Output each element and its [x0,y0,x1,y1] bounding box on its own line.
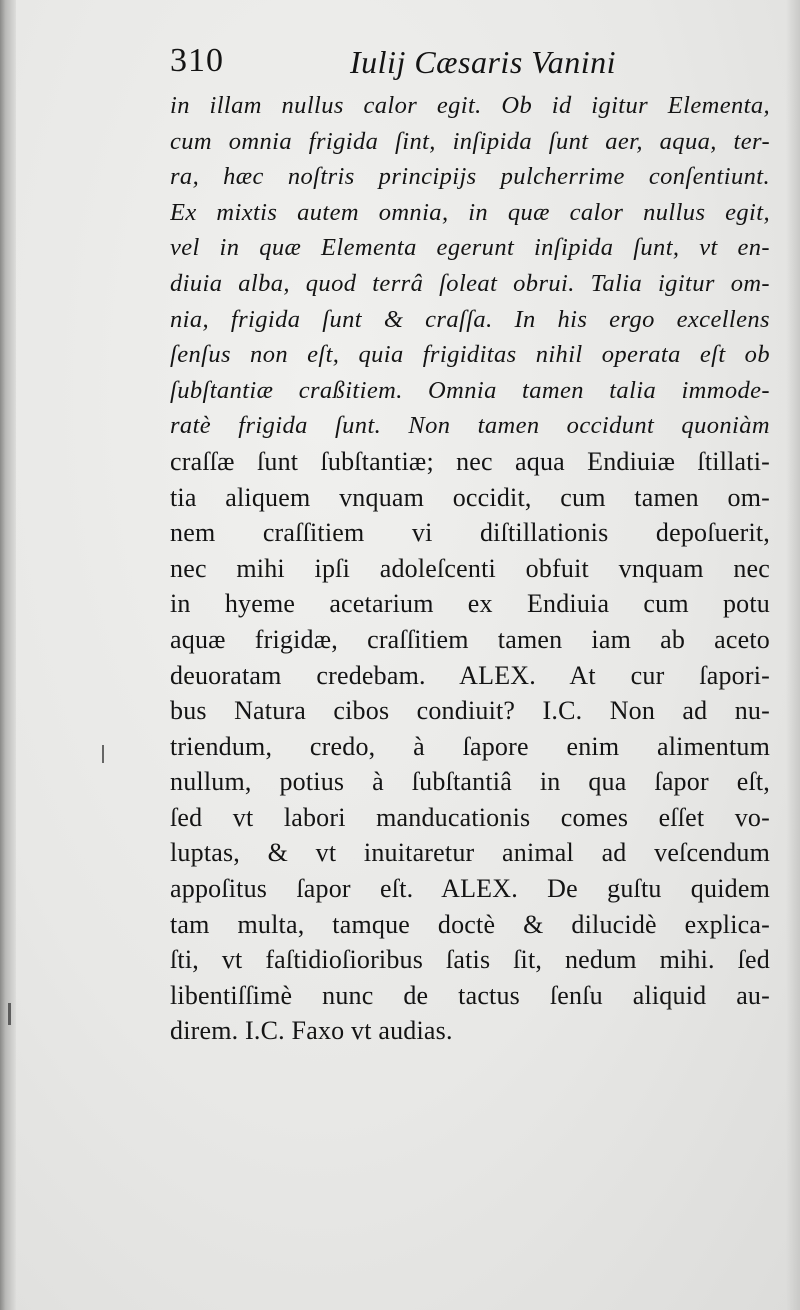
text-line: tam multa, tamque doctè & dilucidè explica- [170,909,770,939]
text-line: nem craſſitiem vi diſtillationis depoſuerit, [170,518,770,548]
text-line: ra, hæc noſtris principijs pulcherrime conſentiunt. [170,163,770,191]
page-header [170,42,770,92]
text-line: direm. I.C. Faxo vt audias. [170,1016,453,1046]
margin-mark [8,1003,11,1025]
text-line: ſenſus non eſt, quia frigiditas nihil operata eſt ob [170,341,770,369]
binding-gutter [0,0,16,1310]
text-line: in hyeme acetarium ex Endiuia cum potu [170,589,770,619]
text-line: appoſitus ſapor eſt. ALEX. De guſtu quidem [170,874,770,904]
text-line: aquæ frigidæ, craſſitiem tamen iam ab aceto [170,624,770,654]
margin-mark [102,745,104,763]
text-line: bus Natura cibos condiuit? I.C. Non ad nu- [170,696,770,726]
text-line: vel in quæ Elementa egerunt inſipida ſunt, vt en- [170,234,770,262]
text-line: ſed vt labori manducationis comes eſſet vo- [170,802,770,832]
text-line: deuoratam credebam. ALEX. At cur ſapori- [170,660,770,690]
running-title: Iulij Cæsaris Vanini [350,44,617,80]
text-line: ſti, vt faſtidioſioribus ſatis ſit, nedum mihi. ſed [170,945,770,975]
text-line: cum omnia frigida ſint, inſipida ſunt aer, aqua, ter- [170,127,770,155]
body-text [170,88,770,1049]
text-line: nullum, potius à ſubſtantiâ in qua ſapor eſt, [170,767,770,797]
text-line: luptas, & vt inuitaretur animal ad veſcendum [170,838,770,868]
text-line: craſſæ ſunt ſubſtantiæ; nec aqua Endiuiæ ſtillati- [170,446,770,476]
text-line: triendum, credo, à ſapore enim alimentum [170,731,770,761]
text-line: in illam nullus calor egit. Ob id igitur Elementa, [170,92,770,119]
text-line: nia, frigida ſunt & craſſa. In his ergo excellens [170,305,770,333]
page-number: 310 [170,42,224,79]
text-line: ſubſtantiæ craßitiem. Omnia tamen talia immode- [170,376,770,404]
page-edge-shadow [786,0,800,1310]
text-line: libentiſſimè nunc de tactus ſenſu aliquid au- [170,980,770,1010]
text-line: nec mihi ipſi adoleſcenti obfuit vnquam nec [170,553,770,583]
text-line: ratè frigida ſunt. Non tamen occidunt quoniàm [170,412,770,440]
text-line: Ex mixtis autem omnia, in quæ calor nullus egit, [170,198,770,226]
text-line: diuia alba, quod terrâ ſoleat obrui. Talia igitur om- [170,269,770,297]
text-line: tia aliquem vnquam occidit, cum tamen om- [170,482,770,512]
